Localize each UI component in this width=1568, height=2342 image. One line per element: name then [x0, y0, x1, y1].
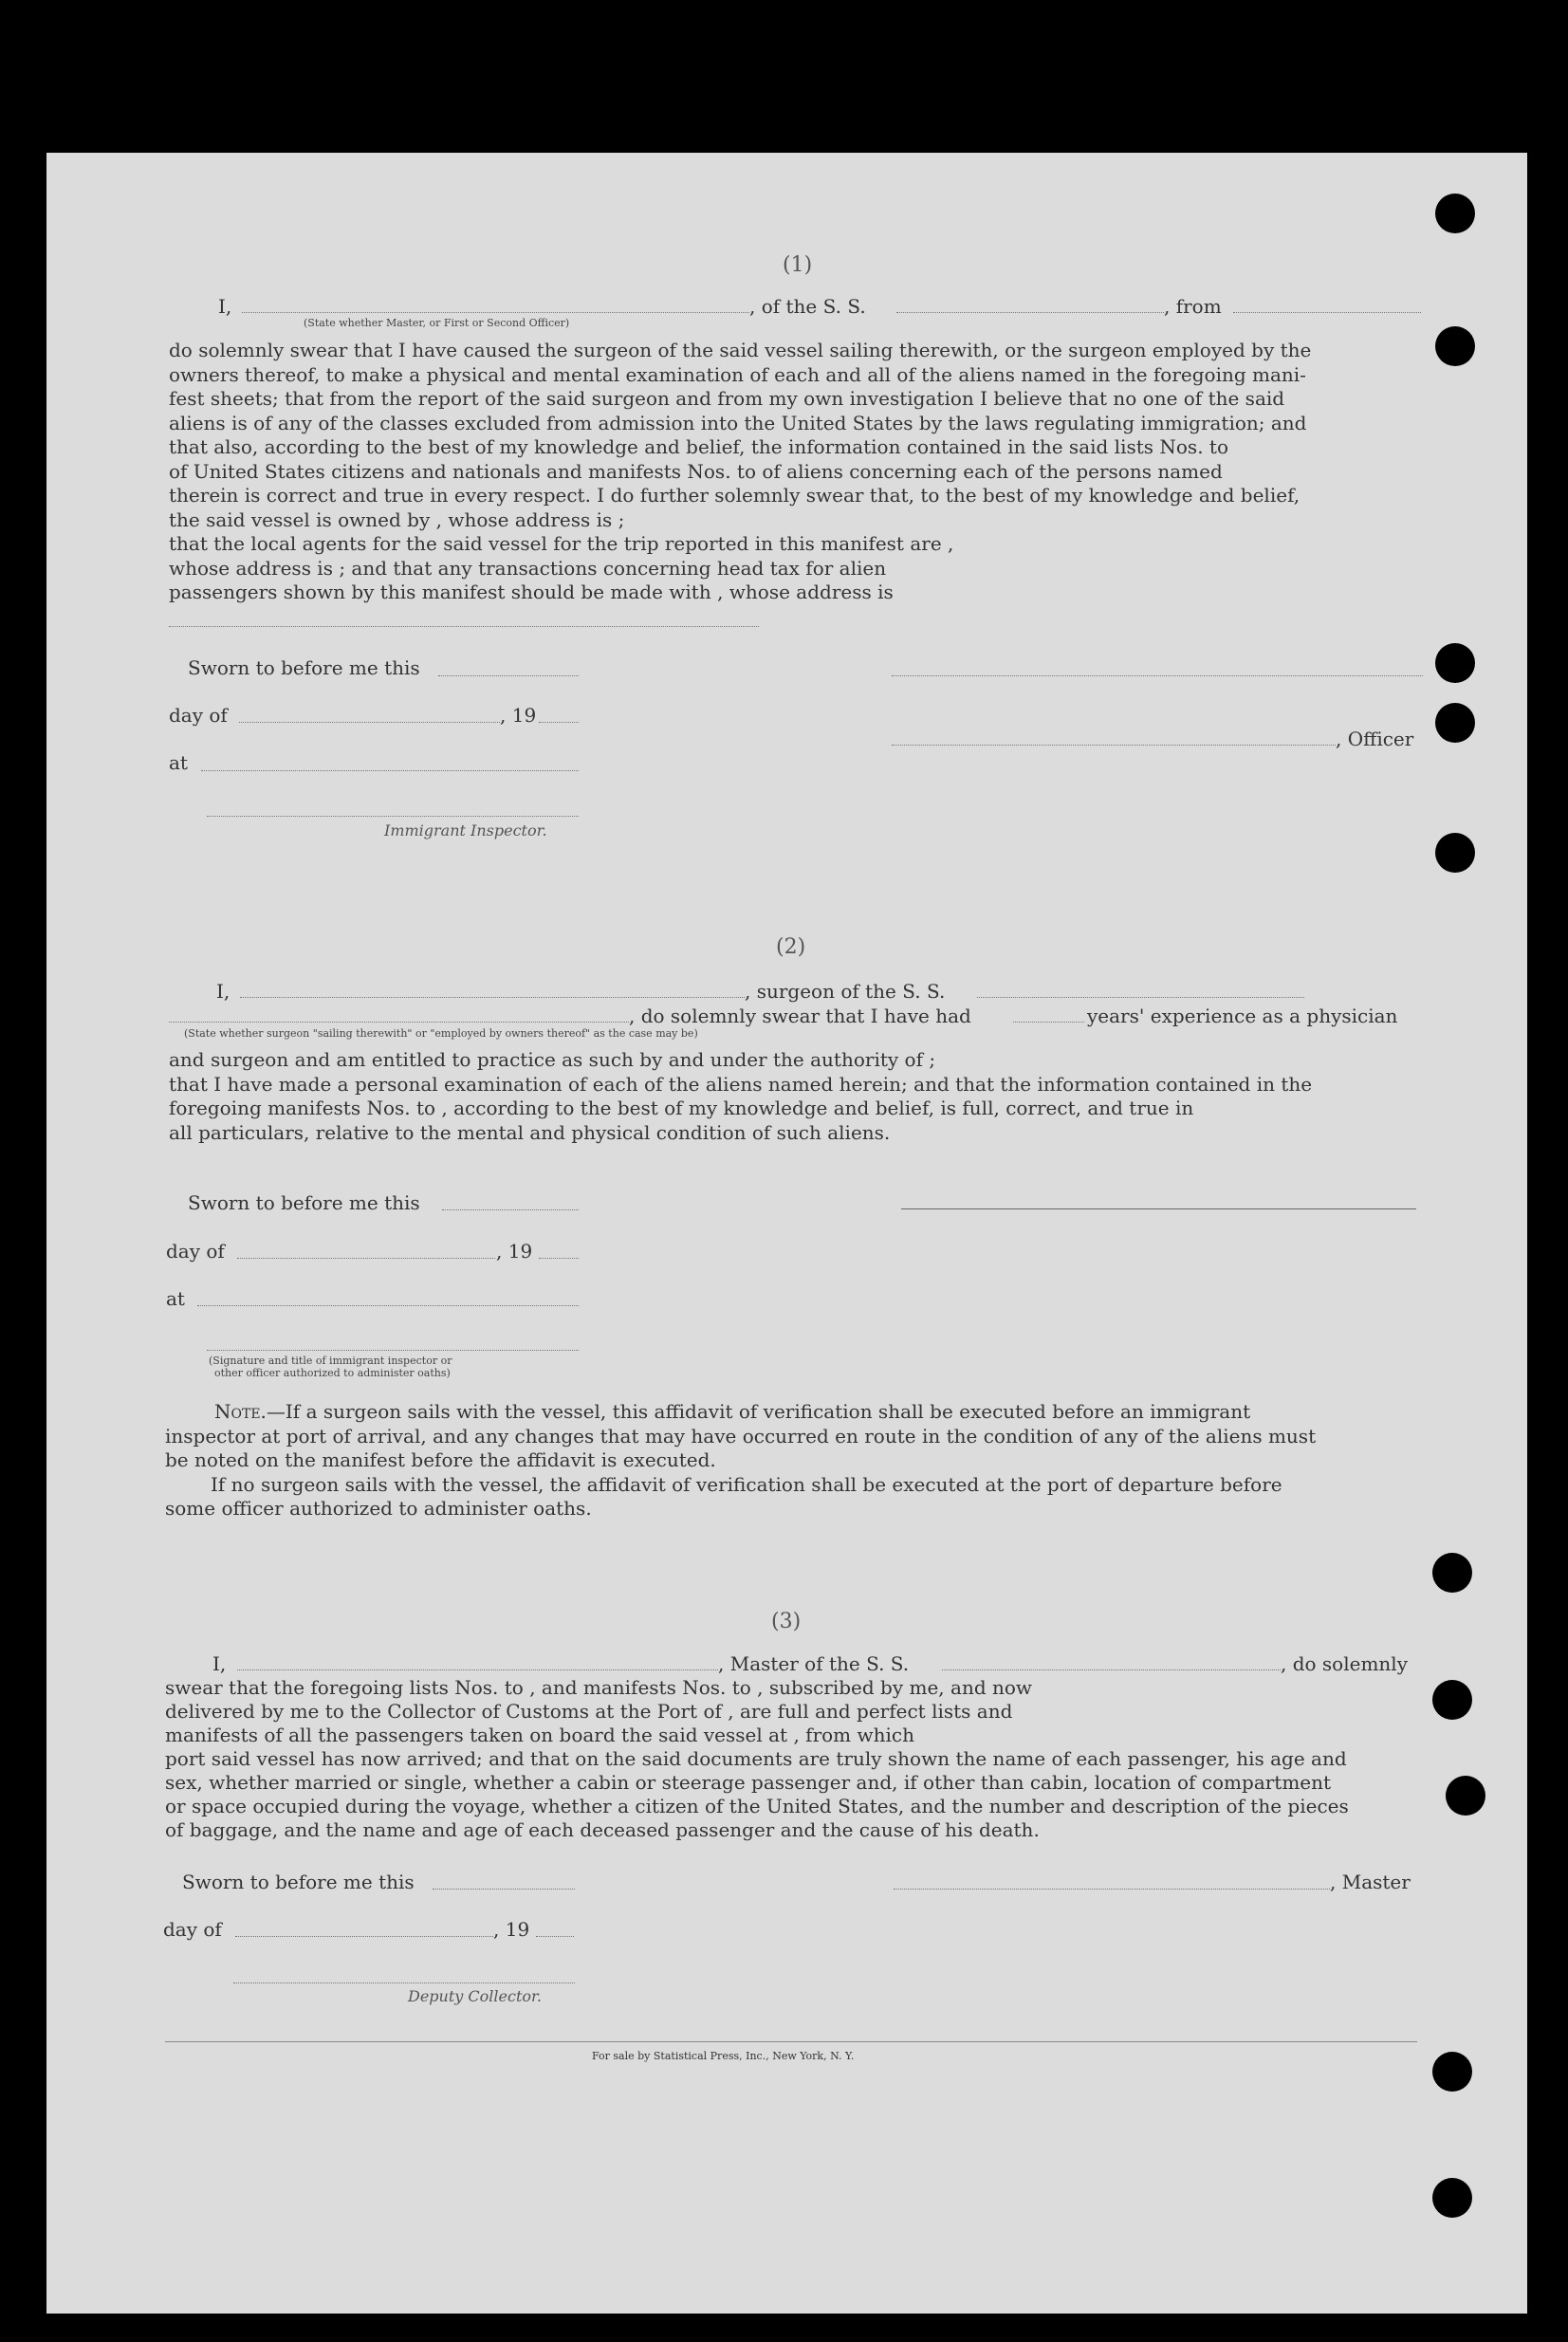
- year-label: , 19: [493, 1918, 530, 1941]
- year-label: , 19: [496, 1240, 533, 1263]
- body-line: delivered by me to the Collector of Customs at the Port of , are full and perfect lists and: [165, 1700, 1013, 1723]
- text: , do solemnly swear that I have had: [629, 1005, 971, 1027]
- section-number: (3): [771, 1610, 802, 1633]
- blank-line: [169, 626, 759, 627]
- day-of-label: day of: [169, 704, 228, 727]
- blank-line: [1013, 1022, 1084, 1023]
- at-label: at: [166, 1287, 185, 1310]
- blank-line: [1233, 312, 1421, 313]
- punch-hole: [1432, 1680, 1472, 1720]
- signature-line: [901, 1208, 1416, 1209]
- day-of-label: day of: [163, 1918, 222, 1941]
- signature-line: [233, 1982, 575, 1983]
- body-line: passengers shown by this manifest should be made with , whose address is: [169, 581, 894, 603]
- body-line: aliens is of any of the classes excluded from admission into the United States by the laws regulating immigration; and: [169, 411, 1307, 434]
- body-line: port said vessel has now arrived; and that on the said documents are truly shown the name of each passenger, his age and: [165, 1747, 1347, 1770]
- punch-hole: [1435, 194, 1475, 233]
- note-text: —If a surgeon sails with the vessel, this affidavit of verification shall be executed before an immigrant: [266, 1400, 1251, 1423]
- body-line: all particulars, relative to the mental and physical condition of such aliens.: [169, 1120, 891, 1144]
- body-line: manifests of all the passengers taken on board the said vessel at , from which: [165, 1724, 914, 1746]
- punch-hole: [1435, 833, 1475, 873]
- note-text: If no surgeon sails with the vessel, the affidavit of verification shall be executed at the port of departure before: [211, 1472, 1282, 1496]
- text: , Master of the S. S.: [718, 1652, 910, 1675]
- punch-hole: [1435, 643, 1475, 683]
- body-line: do solemnly swear that I have caused the surgeon of the said vessel sailing therewith, or the surgeon employed by the: [169, 339, 1312, 361]
- body-line: therein is correct and true in every respect. I do further solemnly swear that, to the best of my knowledge and belief,: [169, 484, 1301, 507]
- body-line: swear that the foregoing lists Nos. to , and manifests Nos. to , subscribed by me, and now: [165, 1676, 1033, 1699]
- blank-line: [201, 770, 579, 771]
- body-line: or space occupied during the voyage, whether a citizen of the United States, and the number and description of the pieces: [165, 1795, 1349, 1817]
- text: , from: [1164, 295, 1222, 318]
- blank-line: [942, 1669, 1281, 1670]
- section2-body: [169, 1048, 1421, 1145]
- surgeon-note: (State whether surgeon "sailing therewith" or "employed by owners thereof" as the case may be): [184, 1027, 698, 1040]
- signature-line: [207, 1350, 579, 1351]
- officer-note: (State whether Master, or First or Second Officer): [304, 317, 570, 329]
- sworn-label: Sworn to before me this: [188, 1191, 420, 1214]
- blank-line: [235, 1936, 493, 1937]
- deputy-collector-label: Deputy Collector.: [408, 1987, 542, 2005]
- body-line: owners thereof, to make a physical and mental examination of each and all of the aliens named in the foregoing mani-: [169, 362, 1306, 386]
- note-label: Note.: [214, 1400, 267, 1423]
- blank-line: [242, 312, 749, 313]
- blank-line: [239, 722, 500, 723]
- officer-label: , Officer: [1336, 728, 1414, 750]
- sworn-label: Sworn to before me this: [182, 1871, 415, 1893]
- at-label: at: [169, 751, 188, 774]
- signature-line: [894, 1889, 1330, 1890]
- body-line: and surgeon and am entitled to practice as such by and under the authority of ;: [169, 1048, 936, 1071]
- master-signature-label: , Master: [1330, 1871, 1411, 1893]
- text: , surgeon of the S. S.: [745, 980, 946, 1003]
- body-line: of baggage, and the name and age of each deceased passenger and the cause of his death.: [165, 1818, 1040, 1841]
- punch-hole: [1435, 326, 1475, 366]
- note-text: be noted on the manifest before the affidavit is executed.: [165, 1448, 716, 1471]
- sworn-label: Sworn to before me this: [188, 656, 420, 679]
- blank-line: [237, 1669, 718, 1670]
- blank-line: [237, 1258, 495, 1259]
- blank-line: [433, 1889, 575, 1890]
- text: I,: [218, 295, 232, 318]
- blank-line: [896, 312, 1164, 313]
- blank-line: [197, 1305, 579, 1306]
- blank-line: [536, 1936, 574, 1937]
- text: years' experience as a physician: [1087, 1005, 1398, 1027]
- body-line: that I have made a personal examination of each of the aliens named herein; and that the information contained in the: [169, 1072, 1313, 1096]
- body-line: sex, whether married or single, whether a cabin or steerage passenger and, if other than cabin, location of compartment: [165, 1771, 1332, 1794]
- text: I,: [212, 1652, 227, 1675]
- footer-rule: [165, 2041, 1417, 2042]
- text: , do solemnly: [1281, 1652, 1408, 1675]
- section3-body: [165, 1676, 1417, 1842]
- punch-hole: [1435, 703, 1475, 743]
- blank-line: [539, 722, 579, 723]
- signature-line: [892, 675, 1423, 676]
- note-text: inspector at port of arrival, and any changes that may have occurred en route in the condition of any of the aliens must: [165, 1424, 1317, 1448]
- body-line: of United States citizens and nationals and manifests Nos. to of aliens concerning each of the persons named: [169, 459, 1223, 483]
- note-block: [165, 1400, 1417, 1521]
- body-line: fest sheets; that from the report of the said surgeon and from my own investigation I believe that no one of the said: [169, 387, 1285, 410]
- note-text: some officer authorized to administer oaths.: [165, 1497, 592, 1520]
- body-line: that also, according to the best of my knowledge and belief, the information contained in the said lists Nos. to: [169, 435, 1228, 458]
- day-of-label: day of: [166, 1240, 225, 1263]
- text: I,: [216, 980, 231, 1003]
- punch-hole: [1432, 2178, 1472, 2218]
- blank-line: [539, 1258, 579, 1259]
- printer-imprint: For sale by Statistical Press, Inc., New York, N. Y.: [592, 2050, 855, 2062]
- section-number: (1): [783, 253, 813, 277]
- section-number: (2): [776, 935, 806, 959]
- blank-line: [438, 675, 579, 676]
- blank-line: [442, 1209, 579, 1210]
- body-line: foregoing manifests Nos. to , according to the best of my knowledge and belief, is full, correct, and true in: [169, 1097, 1194, 1119]
- inspector-label: Immigrant Inspector.: [384, 821, 547, 839]
- body-line: the said vessel is owned by , whose address is ;: [169, 507, 625, 531]
- punch-hole: [1446, 1776, 1485, 1816]
- text: , of the S. S.: [749, 295, 866, 318]
- blank-line: [240, 997, 745, 998]
- signature-line: [207, 816, 579, 817]
- blank-line: [977, 997, 1304, 998]
- body-line: that the local agents for the said vessel for the trip reported in this manifest are ,: [169, 532, 954, 555]
- year-label: , 19: [500, 704, 537, 727]
- blank-line: [169, 1022, 629, 1023]
- body-line: whose address is ; and that any transactions concerning head tax for alien: [169, 556, 887, 580]
- signature-line: [892, 745, 1336, 746]
- section1-body: [169, 339, 1421, 605]
- signature-note: (Signature and title of immigrant inspector or: [209, 1355, 452, 1367]
- signature-note: other officer authorized to administer oaths): [214, 1367, 451, 1379]
- punch-hole: [1432, 1553, 1472, 1593]
- punch-hole: [1432, 2052, 1472, 2092]
